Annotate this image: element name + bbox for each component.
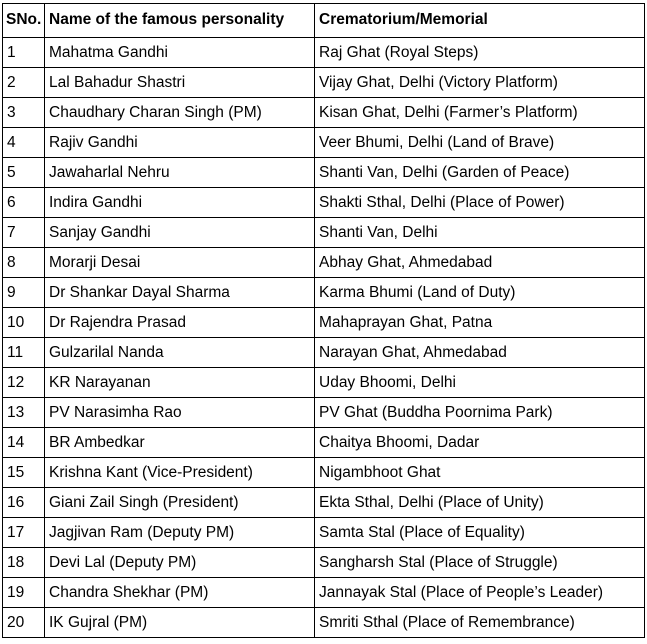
table-body: [3, 38, 645, 638]
cell-sno: 15: [3, 458, 45, 488]
cell-memorial: Samta Stal (Place of Equality): [315, 518, 645, 548]
cell-personality: Giani Zail Singh (President): [45, 488, 315, 518]
table-row: [3, 218, 645, 248]
cell-personality: Devi Lal (Deputy PM): [45, 548, 315, 578]
cell-sno: 12: [3, 368, 45, 398]
cell-memorial: Sangharsh Stal (Place of Struggle): [315, 548, 645, 578]
cell-personality: Jagjivan Ram (Deputy PM): [45, 518, 315, 548]
cell-sno: 5: [3, 158, 45, 188]
cell-sno: 2: [3, 68, 45, 98]
cell-personality: BR Ambedkar: [45, 428, 315, 458]
cell-personality: Gulzarilal Nanda: [45, 338, 315, 368]
table-row: [3, 38, 645, 68]
table-row: [3, 128, 645, 158]
cell-memorial: Ekta Sthal, Delhi (Place of Unity): [315, 488, 645, 518]
cell-memorial: Vijay Ghat, Delhi (Victory Platform): [315, 68, 645, 98]
header-row: [3, 4, 645, 38]
cell-personality: Mahatma Gandhi: [45, 38, 315, 68]
cell-sno: 13: [3, 398, 45, 428]
cell-memorial: Nigambhoot Ghat: [315, 458, 645, 488]
table-row: [3, 248, 645, 278]
cell-personality: IK Gujral (PM): [45, 608, 315, 638]
cell-personality: Chaudhary Charan Singh (PM): [45, 98, 315, 128]
cell-sno: 19: [3, 578, 45, 608]
cell-memorial: Mahaprayan Ghat, Patna: [315, 308, 645, 338]
table-row: [3, 308, 645, 338]
cell-sno: 8: [3, 248, 45, 278]
cell-personality: KR Narayanan: [45, 368, 315, 398]
table-row: [3, 398, 645, 428]
table-row: [3, 578, 645, 608]
cell-personality: Morarji Desai: [45, 248, 315, 278]
cell-personality: Chandra Shekhar (PM): [45, 578, 315, 608]
cell-memorial: Smriti Sthal (Place of Remembrance): [315, 608, 645, 638]
cell-sno: 14: [3, 428, 45, 458]
cell-memorial: Veer Bhumi, Delhi (Land of Brave): [315, 128, 645, 158]
table-row: [3, 278, 645, 308]
cell-personality: Indira Gandhi: [45, 188, 315, 218]
cell-personality: Sanjay Gandhi: [45, 218, 315, 248]
table-row: [3, 458, 645, 488]
cell-personality: Lal Bahadur Shastri: [45, 68, 315, 98]
table-row: [3, 428, 645, 458]
cell-memorial: Shanti Van, Delhi: [315, 218, 645, 248]
cell-memorial: Narayan Ghat, Ahmedabad: [315, 338, 645, 368]
cell-sno: 17: [3, 518, 45, 548]
cell-memorial: Chaitya Bhoomi, Dadar: [315, 428, 645, 458]
cell-personality: Dr Rajendra Prasad: [45, 308, 315, 338]
cell-sno: 3: [3, 98, 45, 128]
cell-sno: 10: [3, 308, 45, 338]
cell-sno: 16: [3, 488, 45, 518]
cell-sno: 1: [3, 38, 45, 68]
table-row: [3, 518, 645, 548]
cell-memorial: Kisan Ghat, Delhi (Farmer’s Platform): [315, 98, 645, 128]
table-row: [3, 488, 645, 518]
cell-personality: PV Narasimha Rao: [45, 398, 315, 428]
cell-sno: 7: [3, 218, 45, 248]
table-row: [3, 188, 645, 218]
cell-memorial: Shanti Van, Delhi (Garden of Peace): [315, 158, 645, 188]
table-row: [3, 158, 645, 188]
header-memorial: Crematorium/Memorial: [315, 4, 645, 38]
cell-personality: Rajiv Gandhi: [45, 128, 315, 158]
table-row: [3, 98, 645, 128]
cell-memorial: Jannayak Stal (Place of People’s Leader): [315, 578, 645, 608]
cell-memorial: PV Ghat (Buddha Poornima Park): [315, 398, 645, 428]
cell-sno: 20: [3, 608, 45, 638]
cell-memorial: Uday Bhoomi, Delhi: [315, 368, 645, 398]
cell-sno: 6: [3, 188, 45, 218]
table-row: [3, 608, 645, 638]
cell-personality: Krishna Kant (Vice-President): [45, 458, 315, 488]
cell-memorial: Karma Bhumi (Land of Duty): [315, 278, 645, 308]
header-sno: SNo.: [3, 4, 45, 38]
cell-sno: 9: [3, 278, 45, 308]
cell-personality: Jawaharlal Nehru: [45, 158, 315, 188]
cell-personality: Dr Shankar Dayal Sharma: [45, 278, 315, 308]
header-personality: Name of the famous personality: [45, 4, 315, 38]
table-row: [3, 548, 645, 578]
table-row: [3, 368, 645, 398]
cell-sno: 4: [3, 128, 45, 158]
cell-memorial: Abhay Ghat, Ahmedabad: [315, 248, 645, 278]
table-row: [3, 338, 645, 368]
cell-sno: 18: [3, 548, 45, 578]
cell-sno: 11: [3, 338, 45, 368]
table-row: [3, 68, 645, 98]
cell-memorial: Shakti Sthal, Delhi (Place of Power): [315, 188, 645, 218]
cell-memorial: Raj Ghat (Royal Steps): [315, 38, 645, 68]
memorials-table: [2, 3, 645, 638]
